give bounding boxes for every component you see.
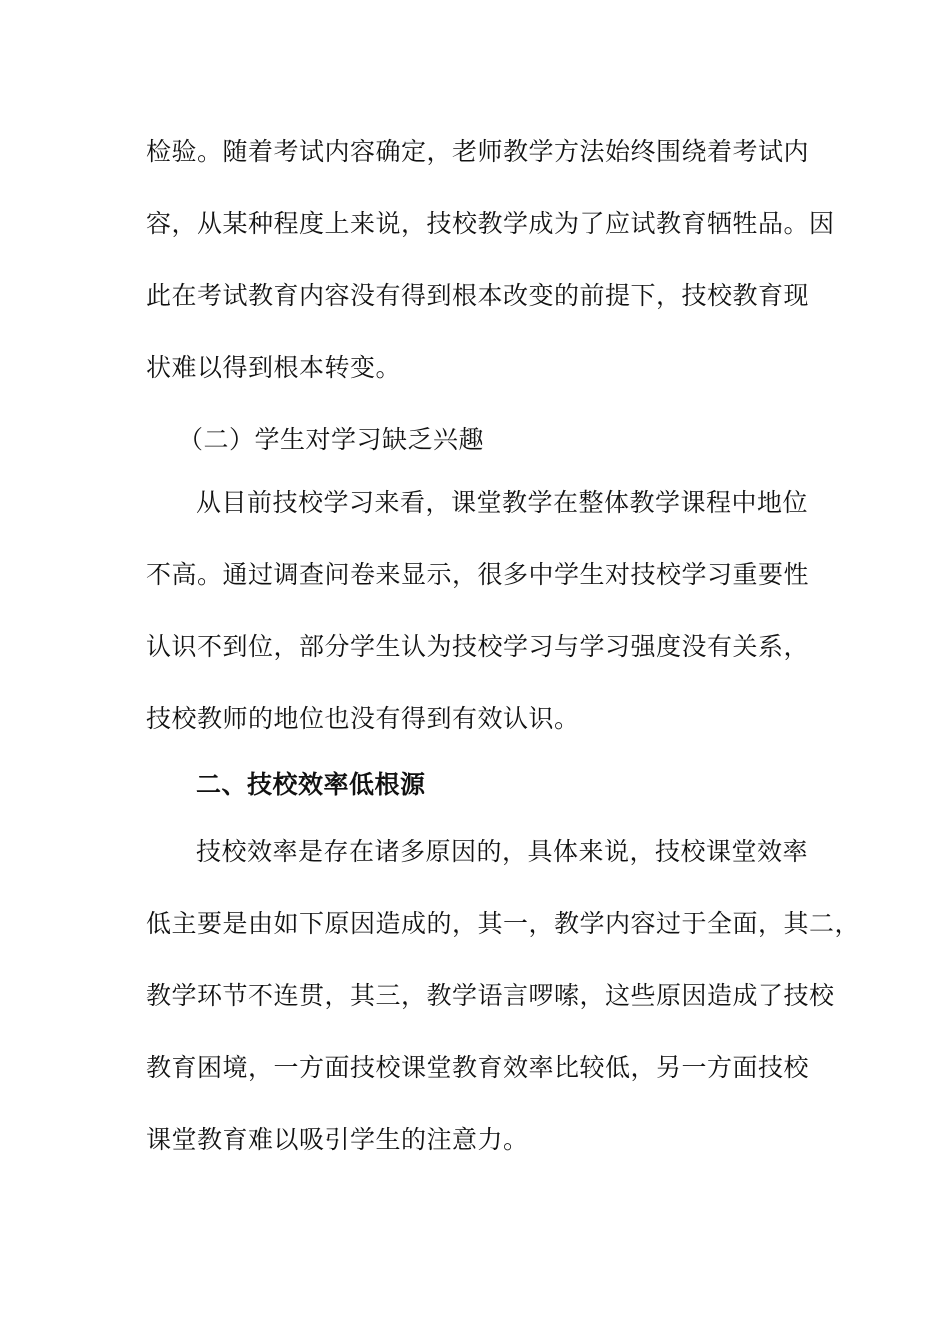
paragraph-2-line-2: 不高。通过调查问卷来显示，很多中学生对技校学习重要性 <box>146 560 810 589</box>
paragraph-2-line-4: 技校教师的地位也没有得到有效认识。 <box>146 704 580 733</box>
paragraph-2-line-1: 从目前技校学习来看，课堂教学在整体教学课程中地位 <box>196 488 809 517</box>
paragraph-1-line-4: 状难以得到根本转变。 <box>146 353 402 382</box>
paragraph-3-line-5: 课堂教育难以吸引学生的注意力。 <box>146 1125 529 1154</box>
paragraph-3-line-4: 教育困境，一方面技校课堂教育效率比较低，另一方面技校 <box>146 1053 810 1082</box>
paragraph-3-line-2: 低主要是由如下原因造成的，其一，教学内容过于全面，其二， <box>146 909 861 938</box>
paragraph-1-line-1: 检验。随着考试内容确定，老师教学方法始终围绕着考试内 <box>146 137 810 166</box>
section-heading-efficiency-root: 二、技校效率低根源 <box>196 770 426 799</box>
paragraph-2-line-3: 认识不到位，部分学生认为技校学习与学习强度没有关系， <box>146 632 810 661</box>
subheading-student-interest: （二）学生对学习缺乏兴趣 <box>178 425 485 454</box>
paragraph-3-line-3: 教学环节不连贯，其三，教学语言啰嗦，这些原因造成了技校 <box>146 981 835 1010</box>
paragraph-1-line-3: 此在考试教育内容没有得到根本改变的前提下，技校教育现 <box>146 281 810 310</box>
paragraph-1-line-2: 容，从某种程度上来说，技校教学成为了应试教育牺牲品。因 <box>146 209 835 238</box>
paragraph-3-line-1: 技校效率是存在诸多原因的，具体来说，技校课堂效率 <box>196 837 809 866</box>
